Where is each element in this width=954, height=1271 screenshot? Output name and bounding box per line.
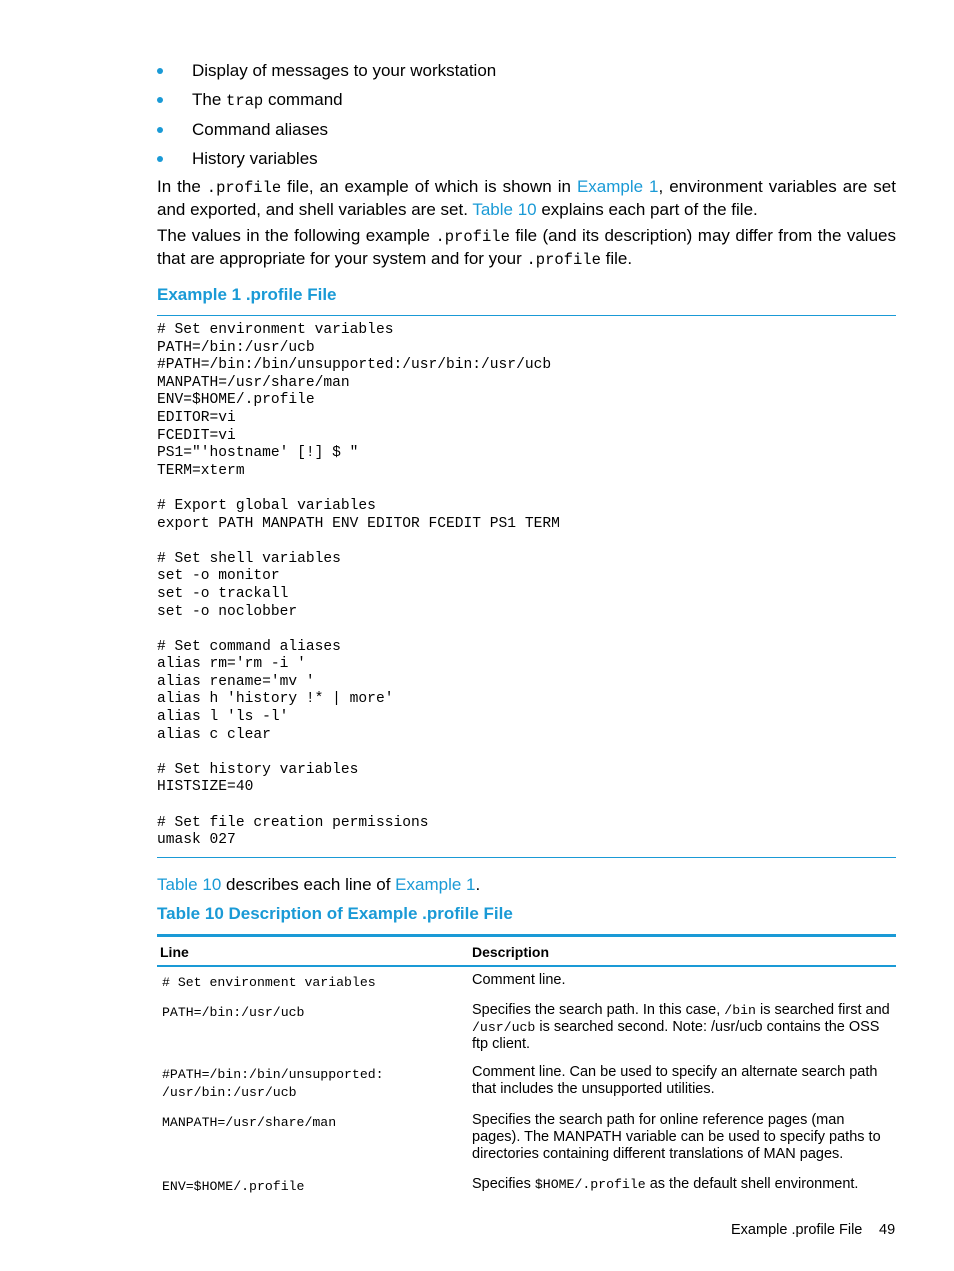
- divider: [157, 315, 896, 316]
- table-row: [157, 967, 896, 997]
- line-cell: #PATH=/bin:/bin/unsupported: /usr/bin:/usr/ucb: [162, 1067, 384, 1100]
- code-block: # Set environment variables PATH=/bin:/usr/ucb #PATH=/bin:/bin/unsupported:/usr/bin:/usr/ucb MANPATH=/usr/share/man ENV=$HOME/.profile EDITOR=vi FCEDIT=vi PS1="'hostname' [!] $ " TERM=xterm # Export global variables export PATH MANPATH ENV EDITOR FCEDIT PS1 TERM # Set shell variables set -o monitor set -o trackall set -o noclobber # Set command aliases alias rm='rm -i ' alias rename='mv ' alias h 'history !* | more' alias l 'ls -l' alias c clear # Set history variables HISTSIZE=40 # Set file creation permissions umask 027: [157, 322, 560, 849]
- inline-code: .profile: [435, 228, 510, 246]
- text: Specifies the search path. In this case,: [472, 1002, 725, 1018]
- description-table: [157, 934, 896, 1203]
- values-paragraph: [157, 225, 896, 271]
- page-number: 49: [879, 1222, 896, 1238]
- text: as the default shell environment.: [645, 1176, 859, 1192]
- inline-code: .profile: [206, 179, 282, 197]
- bullet-dot-icon: [157, 97, 163, 103]
- text: The values in the following example: [157, 226, 436, 245]
- bullet-item: [157, 58, 496, 87]
- line-cell: PATH=/bin:/usr/ucb: [162, 1005, 305, 1020]
- footer-title: Example .profile File: [731, 1222, 863, 1238]
- bullet-text: The: [192, 90, 227, 110]
- table-row: [157, 1173, 896, 1203]
- line-cell: ENV=$HOME/.profile: [162, 1179, 305, 1194]
- text: In the: [157, 177, 207, 196]
- text: Comment line.: [472, 972, 566, 988]
- description-cell: [472, 1064, 892, 1098]
- text: is searched second. Note: /usr/ucb contains the OSS ftp client.: [472, 1019, 880, 1052]
- bullet-dot-icon: [157, 127, 163, 133]
- bullet-text: Command aliases: [192, 119, 329, 139]
- table-10-link[interactable]: Table 10: [472, 200, 537, 219]
- table-10-link[interactable]: Table 10: [157, 875, 222, 894]
- inline-code: .profile: [526, 251, 601, 269]
- text: Specifies: [472, 1176, 535, 1192]
- bullet-list: [157, 58, 496, 175]
- bullet-text: History variables: [192, 148, 318, 168]
- text: file.: [600, 249, 633, 268]
- text: Specifies the search path for online reference pages (man pages). The MANPATH variable can be used to specify paths to directories containing different translations of MAN pages.: [472, 1112, 881, 1162]
- example-heading: Example 1 .profile File: [157, 285, 337, 304]
- description-cell: [472, 972, 892, 989]
- example-1-link[interactable]: Example 1: [395, 875, 476, 894]
- inline-code: /usr/ucb: [472, 1020, 536, 1035]
- description-cell: [472, 1176, 892, 1193]
- text: file (and its description) may differ from the values that are appropriate for your system and for your: [157, 226, 896, 268]
- inline-code: $HOME/.profile: [534, 1177, 646, 1192]
- intro-paragraph: [157, 176, 896, 220]
- table-header: [157, 934, 896, 967]
- column-header-line: Line: [160, 944, 189, 960]
- description-cell: [472, 1002, 892, 1053]
- text: explains each part of the file.: [536, 200, 758, 219]
- inline-code: /bin: [724, 1003, 756, 1018]
- bullet-item: [157, 117, 496, 146]
- text: is searched first and: [755, 1002, 890, 1018]
- text: , environment variables are set and exported, and shell variables are set.: [157, 177, 896, 219]
- bullet-item: [157, 87, 496, 116]
- text: describes each line of: [221, 875, 396, 894]
- table-row: [157, 1109, 896, 1173]
- bullet-text: Display of messages to your workstation: [192, 61, 497, 80]
- bullet-code: trap: [226, 92, 264, 111]
- bullet-item: [157, 146, 496, 175]
- line-cell: MANPATH=/usr/share/man: [162, 1115, 337, 1130]
- table-row: [157, 997, 896, 1061]
- bullet-dot-icon: [157, 68, 163, 74]
- description-cell: [472, 1112, 892, 1163]
- table-heading: Table 10 Description of Example .profile File: [157, 904, 513, 923]
- bullet-text: command: [263, 90, 343, 110]
- text: Comment line. Can be used to specify an alternate search path that includes the unsupported utilities.: [472, 1064, 878, 1097]
- table-row: [157, 1061, 896, 1109]
- table-ref-paragraph: [157, 874, 896, 895]
- bullet-dot-icon: [157, 156, 163, 162]
- text: .: [475, 875, 481, 894]
- line-cell: # Set environment variables: [162, 975, 376, 990]
- column-header-description: Description: [472, 944, 550, 960]
- example-1-link[interactable]: Example 1: [576, 177, 659, 196]
- divider: [157, 857, 896, 858]
- text: file, an example of which is shown in: [281, 177, 577, 196]
